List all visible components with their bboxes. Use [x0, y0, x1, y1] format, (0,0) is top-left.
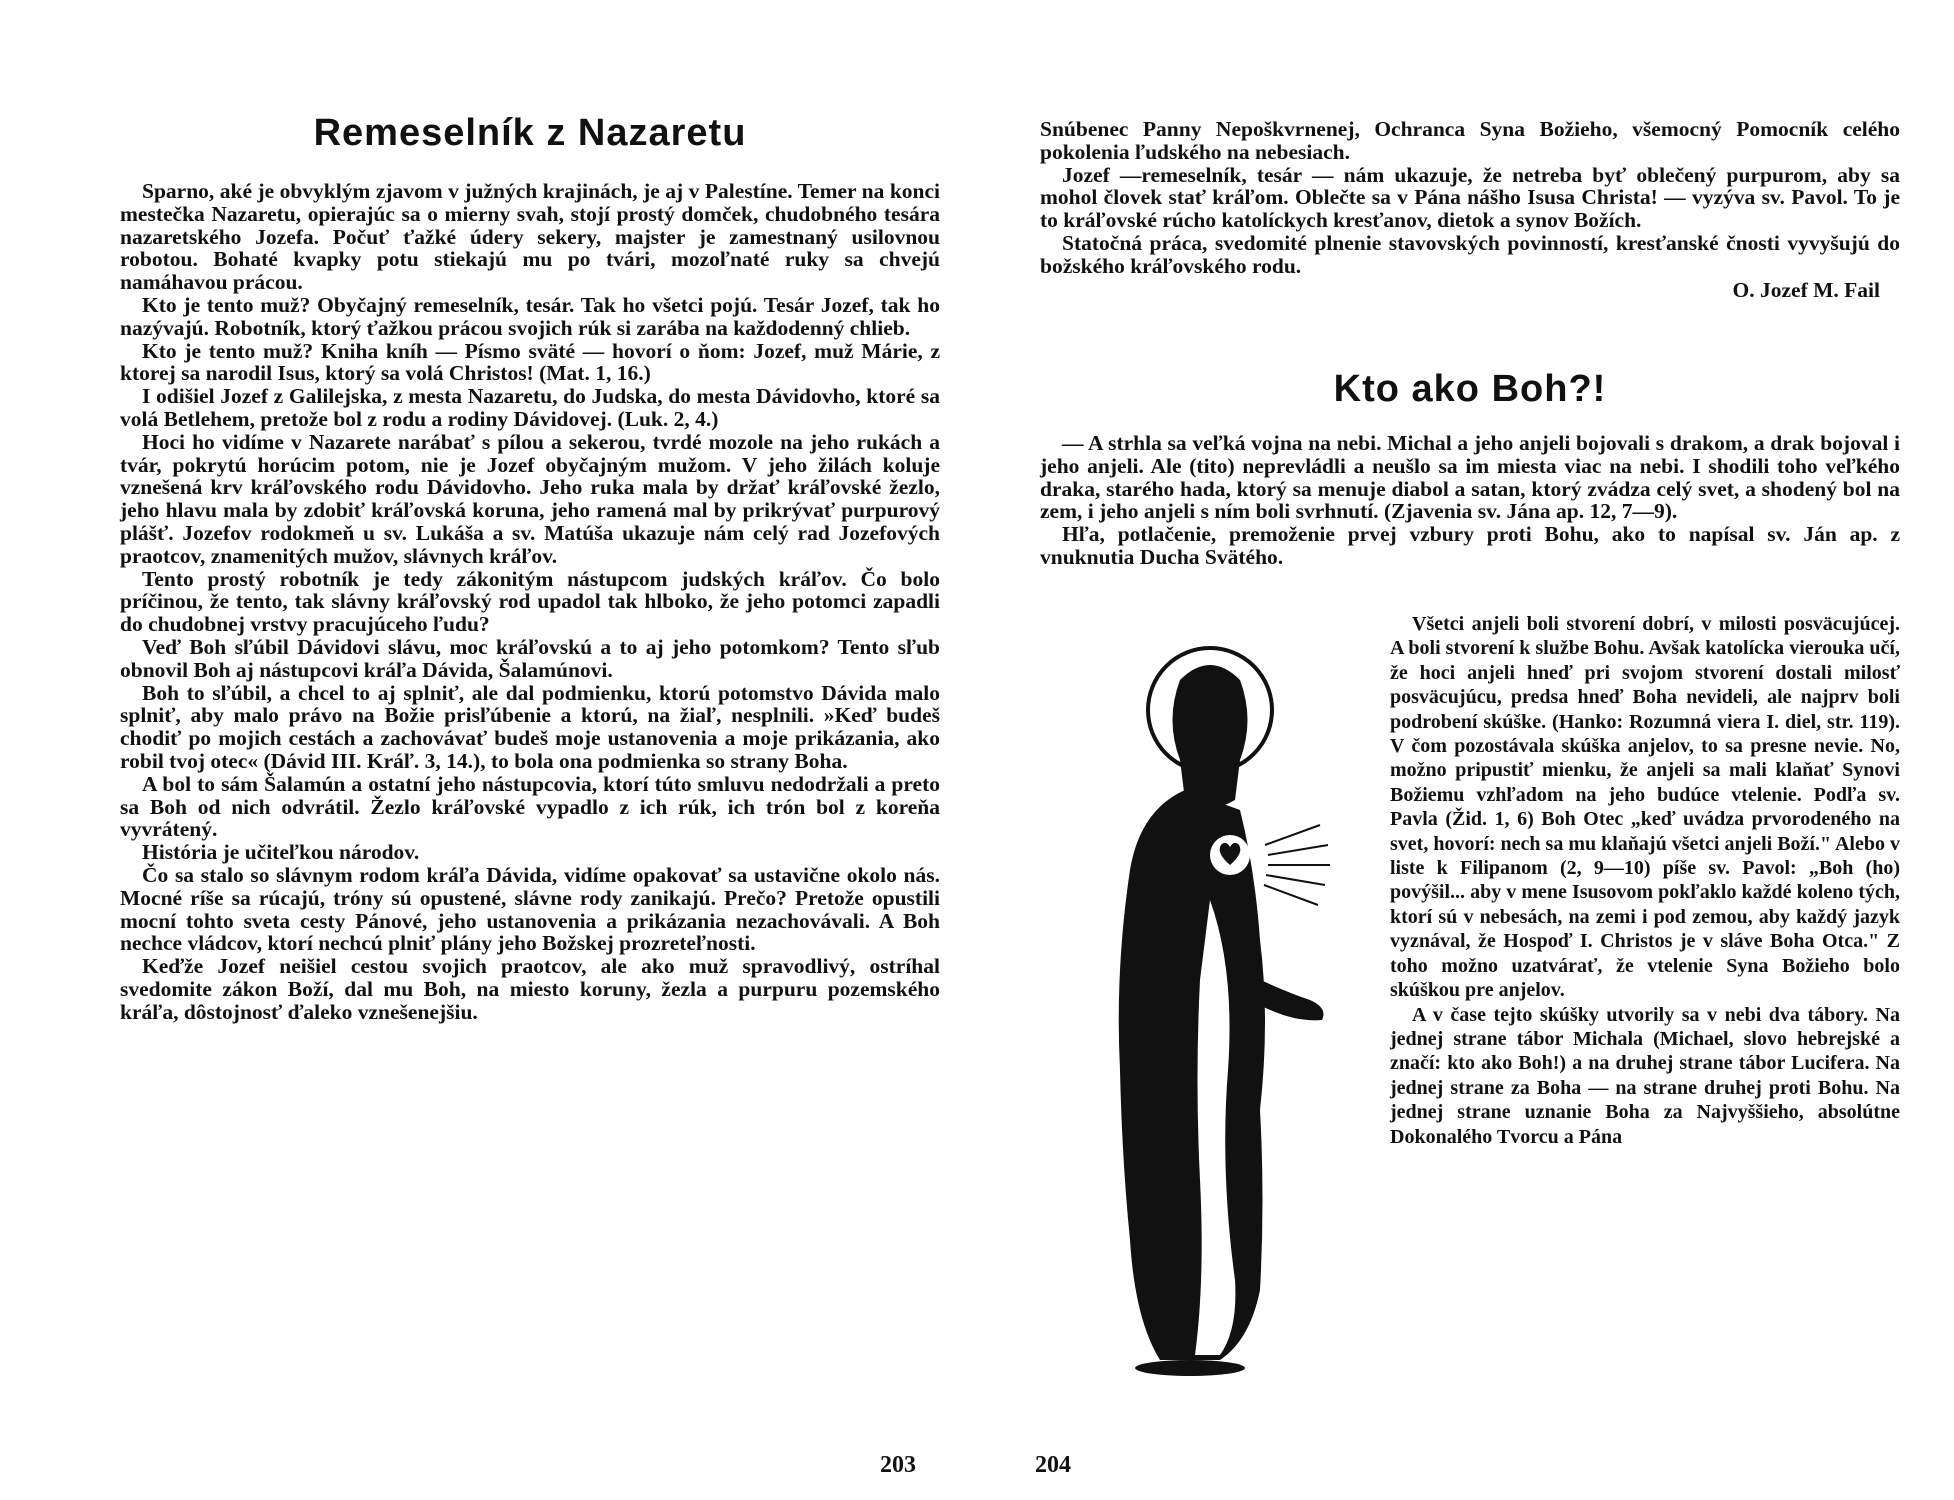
paragraph: História je učiteľkou národov. [142, 840, 420, 865]
article-body [120, 180, 940, 1023]
text-column [1390, 612, 1900, 1149]
paragraph: Kto je tento muž? Obyčajný remeselník, tesár. Tak ho všetci pojú. Tesár Jozef, tak ho nazývajú. Robotník, ktorý ťažkou prácou svojich rúk si zarába na každodenný chlieb. [120, 292, 940, 340]
paragraph: Snúbenec Panny Nepoškvrnenej, Ochranca Syna Božieho, všemocný Pomocník celého pokolenia ľudského na nebesiach. [1040, 117, 1900, 164]
article-intro [1040, 432, 1900, 569]
paragraph: Sparno, aké je obvyklým zjavom v južných krajinách, je aj v Palestíne. Temer na konci mestečka Nazaretu, opierajúc sa o mierny svah, stojí prostý domček, chudobného tesára nazaretského Jozefa. Počuť ťažké údery sekery, majster je zamestnaný usilovnou robotou. Bohaté kvapky potu stiekajú mu po tvári, mozoľnaté ruky sa chvejú namáhavou prácou. [120, 179, 940, 295]
page-number-right: 204 [1035, 1452, 1071, 1478]
paragraph: A v čase tejto skúšky utvorily sa v nebi dva tábory. Na jednej strane tábor Michala (Michael, slovo hebrejské a značí: kto ako Boh!) a na druhej strane tábor Lucifera. Na jednej strane za Boha — na strane druhej proti Bohu. Na jednej strane uznanie Boha za Najvyššieho, absolútne Dokonalého Tvorcu a Pána [1390, 1003, 1900, 1148]
paragraph: Kto je tento muž? Kniha kníh — Písmo sväté — hovorí o ňom: Jozef, muž Márie, z ktorej sa narodil Isus, ktorý sa volá Christos! (Mat. 1, 16.) [120, 338, 940, 386]
paragraph: Keďže Jozef neišiel cestou svojich praotcov, ale ako muž spravodlivý, ostríhal svedomite zákon Boží, dal mu Boh, na miesto koruny, žezla a purpuru pozemského kráľa, dôstojnosť ďaleko vznešenejšiu. [120, 954, 940, 1024]
article-continuation [1040, 118, 1900, 302]
paragraph: Boh to sľúbil, a chcel to aj splniť, ale dal podmienku, ktorú potomstvo Dávida malo splniť, aby malo právo na Božie prisľúbenie a ktorú, na žiaľ, nesplnili. »Keď budeš chodiť po mojich cestách a zachovávať budeš moje ustanovenia a moje prikázania, ako robil tvoj otec« (Dávid III. Kráľ. 3, 14.), to bola ona podmienka so strany Boha. [120, 680, 940, 773]
page-number-left: 203 [880, 1452, 916, 1478]
author-signature: O. Jozef M. Fail [1732, 277, 1880, 302]
paragraph: Všetci anjeli boli stvorení dobrí, v milosti posväcujúcej. A boli stvorení k službe Bohu. Avšak katolícka vierouka učí, že hoci anjeli hneď pri svojom stvorení dostali milosť posväcujúcu, predsa hneď Boha nevideli, ale najprv boli podrobení skúške. (Hanko: Rozumná viera I. diel, str. 119). V čom pozostávala skúška anjelov, to sa presne nevie. No, možno pripustiť mienku, že anjeli sa mali klaňať Synovi Božiemu vzhľadom na jeho budúce vtelenie. Podľa sv. Pavla (Žid. 1, 6) Boh Otec „keď uvádza prvorodeného na svet, hovorí: nech sa mu klaňajú všetci anjeli Boží." Alebo v liste k Filipanom (2, 9—10) píše sv. Pavol: „Boh (ho) povýšil... aby v mene Isusovom pokľaklo každé koleno tých, ktorí sú v nebesách, na zemi i pod zemou, aby každý jazyk vyznával, že Hospoď I. Christos je v sláve Boha Otca." Z toho možno uzatvárať, že vtelenie Syna Božieho bolo skúškou pre anjelov. [1390, 613, 1900, 1002]
paragraph: Hoci ho vidíme v Nazarete narábať s pílou a sekerou, tvrdé mozole na jeho rukách a tvár, pokrytú horúcim potom, nie je Jozef obyčajným mužom. V jeho žilách koluje vznešená krv kráľovského rodu Dávidovho. Jeho ruka mala by držať kráľovské žezlo, jeho hlavu mala by zdobiť kráľovská koruna, jeho ramená mal by prikrývať purpurový plášť. Jozefov rodokmeň u sv. Lukáša a sv. Matúša ukazuje nám celý rad Jozefových praotcov, znamenitých mužov, slávnych kráľov. [120, 429, 940, 568]
page-title: Remeselník z Nazaretu [313, 112, 747, 154]
paragraph: A bol to sám Šalamún a ostatní jeho nástupcovia, ktorí túto smluvu nedodržali a preto sa Boh od nich odvrátil. Žezlo kráľovské vypadlo z ich rúk, ich trón bol z koreňa vyvrátený. [120, 771, 940, 842]
paragraph: Veď Boh sľúbil Dávidovi slávu, moc kráľovskú a to aj jeho potomkom? Tento sľub obnovil Boh aj nástupcovi kráľa Dávida, Šalamúnovi. [120, 634, 940, 682]
section-title: Kto ako Boh?! [1333, 368, 1607, 410]
paragraph: Čo sa stalo so slávnym rodom kráľa Dávida, vidíme opakovať sa ustavične okolo nás. Mocné ríše sa rúcajú, tróny sú opustené, slávne rody zanikajú. Prečo? Pretože opustili mocní tohto sveta cesty Pánové, jeho ustanovenia a prikázania nezachovávali. A Boh nechce vládcov, ktorí nechcú plniť plány jeho Božskej prozreteľnosti. [120, 862, 940, 956]
paragraph: Hľa, potlačenie, premoženie prvej vzbury proti Bohu, ako to napísal sv. Ján ap. z vnuknutia Ducha Svätého. [1040, 522, 1900, 569]
paragraph: Tento prostý robotník je tedy zákonitým nástupcom judských kráľov. Čo bolo príčinou, že tento, tak slávny kráľovský rod upadol tak hlboko, že jeho potomci zapadli do chudobnej vrstvy pracujúceho ľudu? [120, 566, 940, 637]
paragraph: Jozef —remeselník, tesár — nám ukazuje, že netreba byť oblečený purpurom, aby sa mohol človek stať kráľom. Oblečte sa v Pána nášho Isusa Christa! — vyzýva sv. Pavol. To je to kráľovské rúcho katolíckych kresťanov, dietok a synov Božích. [1040, 162, 1900, 233]
jesus-figure-image [1060, 640, 1370, 1390]
paragraph: Statočná práca, svedomité plnenie stavovských povinností, kresťanské čnosti vyvyšujú do božského kráľovského rodu. [1040, 230, 1900, 278]
sacred-heart-illustration [1060, 640, 1370, 1390]
paragraph: I odišiel Jozef z Galilejska, z mesta Nazaretu, do Judska, do mesta Dávidovho, ktoré sa volá Betlehem, pretože bol z rodu a rodiny Dávidovej. (Luk. 2, 4.) [120, 384, 940, 431]
paragraph: — A strhla sa veľká vojna na nebi. Michal a jeho anjeli bojovali s drakom, a drak bojoval i jeho anjeli. Ale (tito) neprevládli a neušlo sa im miesta viac na nebi. I shodili toho veľkého draka, starého hada, ktorý sa menuje diabol a satan, ktorý zvádza celý svet, a shodený bol na zem, i jeho anjeli s ním boli svrhnutí. (Zjavenia sv. Jána ap. 12, 7—9). [1040, 431, 1900, 524]
